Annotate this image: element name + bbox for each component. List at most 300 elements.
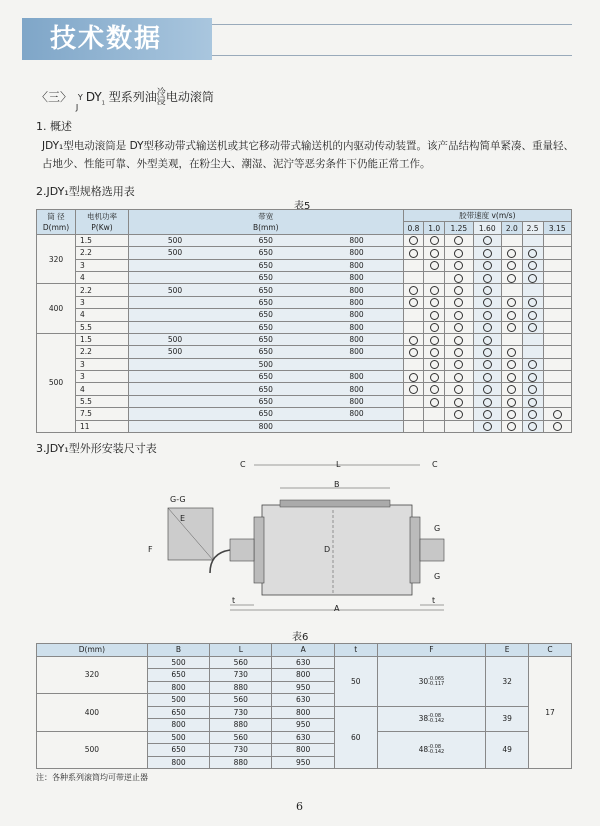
table-row xyxy=(37,247,572,259)
available-mark xyxy=(483,385,492,394)
table-row xyxy=(37,234,572,246)
available-mark xyxy=(507,311,516,320)
dims-header: t xyxy=(334,644,377,657)
speed-cell xyxy=(522,371,543,383)
dim-a: A xyxy=(334,604,340,613)
available-mark xyxy=(430,236,439,245)
width-cell: 650 xyxy=(221,395,310,407)
speed-cell xyxy=(543,358,572,370)
dims-header: A xyxy=(272,644,334,657)
speed-cell xyxy=(501,259,522,271)
available-mark xyxy=(553,422,562,431)
speed-cell xyxy=(501,247,522,259)
power-cell: 2.2 xyxy=(76,284,129,296)
table-row xyxy=(37,321,572,333)
available-mark xyxy=(454,311,463,320)
speed-cell xyxy=(403,259,424,271)
available-mark xyxy=(528,323,537,332)
speed-cell xyxy=(473,420,501,432)
width-cell: 800 xyxy=(311,284,404,296)
speed-cell xyxy=(424,346,445,358)
available-mark xyxy=(528,261,537,270)
power-cell: 3 xyxy=(76,296,129,308)
width-cell xyxy=(129,371,222,383)
speed-cell xyxy=(543,420,572,432)
speed-cell xyxy=(501,346,522,358)
speed-cell xyxy=(522,346,543,358)
dim-c-left: C xyxy=(240,460,246,469)
speed-cell xyxy=(543,346,572,358)
speed-cell xyxy=(522,420,543,432)
speed-cell xyxy=(424,234,445,246)
width-cell xyxy=(129,259,222,271)
dim-b: B xyxy=(334,480,340,489)
dims-table: D(mm) B L A t F E C 320 500 560 630 50 30-0.065 -0.117 32 17 650 730 800 800 880 950 400 500 560 630 650 730 800 60 38-0.08 -0.142 39 800 880 950 500 500 560 630 48-0.08 -0.142 49 650 730 800 800 880 950 xyxy=(36,643,572,769)
overview-heading: 1. 概述 xyxy=(36,120,72,133)
width-cell: 800 xyxy=(311,408,404,420)
width-cell: 650 xyxy=(221,371,310,383)
speed-cell xyxy=(445,296,473,308)
section-title: 〈三〉 Y J $DY_1$ 型系列油冷 浸电动滚筒 xyxy=(36,87,214,112)
available-mark xyxy=(483,249,492,258)
diam-cell: 500 xyxy=(37,333,76,432)
available-mark xyxy=(483,311,492,320)
available-mark xyxy=(454,274,463,283)
available-mark xyxy=(528,311,537,320)
col-width: 带宽 B(mm) xyxy=(129,210,404,235)
power-cell: 3 xyxy=(76,358,129,370)
available-mark xyxy=(528,298,537,307)
diam-cell: 320 xyxy=(37,234,76,284)
speed-cell xyxy=(403,296,424,308)
available-mark xyxy=(454,385,463,394)
speed-cell xyxy=(424,259,445,271)
table-row xyxy=(37,271,572,283)
speed-cell xyxy=(473,408,501,420)
speed-cell xyxy=(522,333,543,345)
available-mark xyxy=(430,298,439,307)
speed-cell xyxy=(543,296,572,308)
available-mark xyxy=(528,398,537,407)
speed-cell xyxy=(473,309,501,321)
speed-cell xyxy=(501,309,522,321)
available-mark xyxy=(430,261,439,270)
table-row xyxy=(37,259,572,271)
available-mark xyxy=(409,348,418,357)
speed-cell xyxy=(445,271,473,283)
table-row xyxy=(37,358,572,370)
width-cell: 800 xyxy=(311,383,404,395)
table-row xyxy=(37,333,572,345)
width-cell xyxy=(129,309,222,321)
available-mark xyxy=(528,410,537,419)
width-cell: 500 xyxy=(129,346,222,358)
speed-cell xyxy=(543,259,572,271)
table-row xyxy=(37,284,572,296)
width-cell: 650 xyxy=(221,346,310,358)
available-mark xyxy=(507,360,516,369)
speed-cell xyxy=(445,383,473,395)
table-row xyxy=(37,383,572,395)
speed-cell xyxy=(473,259,501,271)
available-mark xyxy=(409,298,418,307)
width-cell: 650 xyxy=(221,234,310,246)
table-row xyxy=(37,395,572,407)
speed-cell xyxy=(403,371,424,383)
speed-cell xyxy=(522,234,543,246)
speed-cell xyxy=(403,383,424,395)
dims-heading: 3.JDY₁型外形安装尺寸表 xyxy=(36,442,157,455)
available-mark xyxy=(454,398,463,407)
dims-header: B xyxy=(147,644,209,657)
available-mark xyxy=(430,249,439,258)
available-mark xyxy=(528,274,537,283)
width-cell: 800 xyxy=(311,333,404,345)
speed-cell xyxy=(403,234,424,246)
speed-cell xyxy=(424,321,445,333)
speed-cell xyxy=(445,358,473,370)
available-mark xyxy=(528,422,537,431)
speed-cell xyxy=(424,371,445,383)
speed-cell xyxy=(424,408,445,420)
speed-cell xyxy=(424,383,445,395)
available-mark xyxy=(507,261,516,270)
speed-cell xyxy=(501,395,522,407)
dim-e: E xyxy=(180,514,186,523)
speed-cell xyxy=(424,395,445,407)
width-cell: 800 xyxy=(311,234,404,246)
dim-f: F xyxy=(148,545,153,554)
dim-g-bottom: G xyxy=(434,572,441,581)
power-cell: 5.5 xyxy=(76,395,129,407)
speed-cell xyxy=(522,408,543,420)
width-cell xyxy=(311,358,404,370)
dim-c-right: C xyxy=(432,460,438,469)
left-shaft xyxy=(230,539,254,561)
speed-cell xyxy=(543,383,572,395)
power-cell: 7.5 xyxy=(76,408,129,420)
width-cell xyxy=(311,420,404,432)
available-mark xyxy=(528,360,537,369)
available-mark xyxy=(483,274,492,283)
speed-cell xyxy=(445,408,473,420)
speed-cell xyxy=(403,408,424,420)
available-mark xyxy=(528,385,537,394)
dims-header: C xyxy=(529,644,572,657)
available-mark xyxy=(483,373,492,382)
power-cell: 2.2 xyxy=(76,346,129,358)
speed-cell xyxy=(403,420,424,432)
width-cell: 800 xyxy=(311,371,404,383)
speed-cell xyxy=(501,358,522,370)
available-mark xyxy=(454,261,463,270)
width-cell xyxy=(129,395,222,407)
dim-g-top: G xyxy=(434,524,441,533)
speed-cell xyxy=(424,358,445,370)
speed-cell xyxy=(403,358,424,370)
speed-cell xyxy=(403,284,424,296)
width-cell: 650 xyxy=(221,321,310,333)
f-value-2: 38-0.08 -0.142 xyxy=(377,706,485,731)
available-mark xyxy=(483,261,492,270)
width-cell: 500 xyxy=(129,247,222,259)
speed-cell xyxy=(543,333,572,345)
available-mark xyxy=(409,385,418,394)
speed-cell xyxy=(473,346,501,358)
speed-cell xyxy=(501,321,522,333)
speed-cell xyxy=(543,408,572,420)
available-mark xyxy=(507,298,516,307)
speed-cell xyxy=(473,296,501,308)
speed-cell xyxy=(522,358,543,370)
power-cell: 3 xyxy=(76,371,129,383)
speed-cell xyxy=(403,346,424,358)
speed-cell xyxy=(522,321,543,333)
power-cell: 2.2 xyxy=(76,247,129,259)
speed-header: 0.8 xyxy=(403,222,424,234)
available-mark xyxy=(483,410,492,419)
speed-cell xyxy=(403,321,424,333)
available-mark xyxy=(430,348,439,357)
speed-cell xyxy=(522,259,543,271)
speed-cell xyxy=(473,383,501,395)
speed-cell xyxy=(473,333,501,345)
speed-cell xyxy=(522,284,543,296)
available-mark xyxy=(553,410,562,419)
table-row xyxy=(37,420,572,432)
power-cell: 4 xyxy=(76,309,129,321)
banner-rule xyxy=(212,24,572,56)
speed-header: 1.0 xyxy=(424,222,445,234)
drum-drawing xyxy=(150,455,470,625)
width-cell: 650 xyxy=(221,333,310,345)
speed-cell xyxy=(445,309,473,321)
speed-cell xyxy=(445,333,473,345)
speed-cell xyxy=(501,333,522,345)
speed-cell xyxy=(522,271,543,283)
width-cell: 650 xyxy=(221,271,310,283)
width-cell: 650 xyxy=(221,259,310,271)
speed-cell xyxy=(403,395,424,407)
col-speed: 胶带速度 v(m/s) xyxy=(403,210,571,222)
available-mark xyxy=(454,286,463,295)
available-mark xyxy=(528,373,537,382)
speed-cell xyxy=(501,234,522,246)
available-mark xyxy=(483,360,492,369)
available-mark xyxy=(454,298,463,307)
speed-cell xyxy=(445,395,473,407)
available-mark xyxy=(507,274,516,283)
speed-cell xyxy=(473,247,501,259)
speed-cell xyxy=(445,420,473,432)
speed-cell xyxy=(424,333,445,345)
speed-cell xyxy=(445,234,473,246)
width-cell xyxy=(129,408,222,420)
available-mark xyxy=(409,249,418,258)
available-mark xyxy=(454,410,463,419)
speed-header: 3.15 xyxy=(543,222,572,234)
available-mark xyxy=(454,323,463,332)
width-cell: 800 xyxy=(311,271,404,283)
speed-header: 1.60 xyxy=(473,222,501,234)
table-row xyxy=(37,371,572,383)
available-mark xyxy=(409,373,418,382)
power-cell: 11 xyxy=(76,420,129,432)
speed-cell xyxy=(445,284,473,296)
dim-gg: G-G xyxy=(170,495,186,504)
col-power: 电机功率 P(Kw) xyxy=(76,210,129,235)
belt-strip xyxy=(280,500,390,507)
speed-cell xyxy=(473,321,501,333)
width-cell: 800 xyxy=(221,420,310,432)
overview-text: JDY₁型电动滚筒是 DY型移动带式输送机或其它移动带式输送机的内驱动传动装置。该产品结构简单紧凑、重量轻、占地少、性能可靠、外型美观，在粉尘大、潮湿、泥泞等恶劣条件下仍能正常工作。 xyxy=(42,140,574,170)
available-mark xyxy=(430,311,439,320)
available-mark xyxy=(507,323,516,332)
available-mark xyxy=(430,286,439,295)
width-cell: 650 xyxy=(221,247,310,259)
speed-cell xyxy=(424,271,445,283)
col-diam: 筒 径 D(mm) xyxy=(37,210,76,235)
speed-cell xyxy=(543,247,572,259)
dim-d: D xyxy=(324,545,331,554)
width-cell: 800 xyxy=(311,296,404,308)
power-cell: 4 xyxy=(76,383,129,395)
speed-cell xyxy=(501,383,522,395)
available-mark xyxy=(430,360,439,369)
table-row xyxy=(37,346,572,358)
speed-cell xyxy=(473,271,501,283)
available-mark xyxy=(483,286,492,295)
available-mark xyxy=(430,323,439,332)
speed-cell xyxy=(501,296,522,308)
width-cell: 800 xyxy=(311,259,404,271)
width-cell xyxy=(129,321,222,333)
width-cell: 650 xyxy=(221,296,310,308)
width-cell: 500 xyxy=(129,333,222,345)
available-mark xyxy=(507,373,516,382)
dims-header: F xyxy=(377,644,485,657)
speed-cell xyxy=(424,247,445,259)
dim-t-right: t xyxy=(432,596,436,605)
speed-cell xyxy=(522,309,543,321)
available-mark xyxy=(483,422,492,431)
available-mark xyxy=(430,398,439,407)
width-cell xyxy=(129,420,222,432)
table6-caption: 表6 xyxy=(292,632,309,643)
available-mark xyxy=(454,336,463,345)
speed-cell xyxy=(543,271,572,283)
speed-cell xyxy=(424,309,445,321)
speed-cell xyxy=(445,371,473,383)
speed-cell xyxy=(445,259,473,271)
width-cell xyxy=(129,296,222,308)
width-cell: 800 xyxy=(311,309,404,321)
width-cell: 650 xyxy=(221,408,310,420)
speed-cell xyxy=(403,271,424,283)
speed-cell xyxy=(501,284,522,296)
power-cell: 4 xyxy=(76,271,129,283)
banner-title: 技术数据 xyxy=(22,18,212,60)
width-cell: 800 xyxy=(311,247,404,259)
speed-cell xyxy=(522,247,543,259)
power-cell: 1.5 xyxy=(76,333,129,345)
speed-cell xyxy=(473,395,501,407)
available-mark xyxy=(483,323,492,332)
available-mark xyxy=(454,236,463,245)
dims-header: D(mm) xyxy=(37,644,148,657)
speed-cell xyxy=(403,309,424,321)
dim-t-left: t xyxy=(232,596,236,605)
table5-caption: 表5 xyxy=(294,201,311,212)
right-shaft xyxy=(420,539,444,561)
speed-cell xyxy=(543,309,572,321)
power-cell: 1.5 xyxy=(76,234,129,246)
available-mark xyxy=(507,249,516,258)
speed-cell xyxy=(522,395,543,407)
table-row xyxy=(37,309,572,321)
available-mark xyxy=(507,410,516,419)
available-mark xyxy=(528,249,537,258)
speed-cell xyxy=(403,333,424,345)
speed-cell xyxy=(543,395,572,407)
width-cell: 800 xyxy=(311,321,404,333)
speed-cell xyxy=(424,420,445,432)
available-mark xyxy=(409,336,418,345)
speed-cell xyxy=(424,296,445,308)
table-row xyxy=(37,296,572,308)
width-cell: 650 xyxy=(221,309,310,321)
power-cell: 5.5 xyxy=(76,321,129,333)
dims-header: E xyxy=(486,644,529,657)
speed-header: 2.5 xyxy=(522,222,543,234)
speed-cell xyxy=(543,234,572,246)
dim-l: L xyxy=(336,460,341,469)
available-mark xyxy=(507,398,516,407)
f-value-3: 48-0.08 -0.142 xyxy=(377,731,485,769)
available-mark xyxy=(430,336,439,345)
available-mark xyxy=(409,236,418,245)
speed-cell xyxy=(501,420,522,432)
speed-cell xyxy=(543,284,572,296)
f-value-1: 30-0.065 -0.117 xyxy=(377,656,485,706)
speed-cell xyxy=(522,383,543,395)
spec-heading: 2.JDY₁型规格选用表 xyxy=(36,185,135,198)
width-cell: 500 xyxy=(221,358,310,370)
speed-cell xyxy=(501,271,522,283)
speed-cell xyxy=(445,346,473,358)
width-cell: 500 xyxy=(129,284,222,296)
speed-cell xyxy=(473,234,501,246)
speed-cell xyxy=(501,371,522,383)
available-mark xyxy=(507,385,516,394)
spec-table xyxy=(36,209,572,433)
drum-body xyxy=(262,505,412,595)
available-mark xyxy=(483,298,492,307)
width-cell xyxy=(129,358,222,370)
available-mark xyxy=(507,348,516,357)
speed-header: 1.25 xyxy=(445,222,473,234)
available-mark xyxy=(483,348,492,357)
speed-cell xyxy=(522,296,543,308)
speed-cell xyxy=(543,321,572,333)
available-mark xyxy=(430,373,439,382)
speed-cell xyxy=(473,371,501,383)
footnote: 注：各种系列滚筒均可带逆止器 xyxy=(36,773,148,782)
power-cell: 3 xyxy=(76,259,129,271)
width-cell: 800 xyxy=(311,395,404,407)
page-number: 6 xyxy=(296,800,303,813)
width-cell xyxy=(129,383,222,395)
